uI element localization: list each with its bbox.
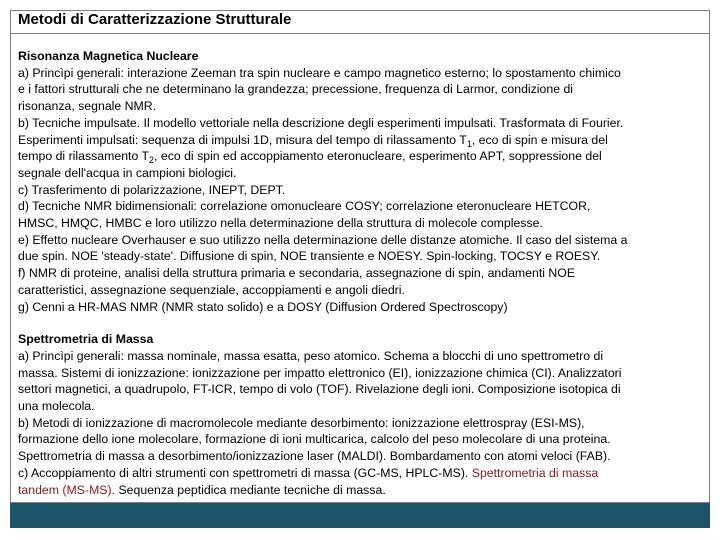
ms-c-line-2-text: Sequenza peptidica mediante tecniche di massa.	[115, 482, 386, 497]
nmr-a-line-2: e i fattori strutturali che ne determinano la grandezza; precessione, frequenza di Larmor, condizione di	[18, 82, 574, 97]
nmr-b-line-3	[18, 148, 713, 165]
slide-title: Metodi di Caratterizzazione Strutturale	[18, 11, 292, 28]
t2-subscript: 2	[149, 155, 155, 166]
ms-c-line-2	[18, 482, 713, 499]
nmr-g-line: g) Cenni a HR-MAS NMR (NMR stato solido) e a DOSY (Diffusion Ordered Spectroscopy)	[18, 299, 508, 314]
ms-a-line-2: massa. Sistemi di ionizzazione: ionizzazione per impatto elettronico (EI), ionizzazione chimica (CI). Analizzatori	[18, 365, 622, 380]
nmr-c-line: c) Trasferimento di polarizzazione, INEPT, DEPT.	[18, 182, 286, 197]
nmr-b-line-3-post: , eco di spin ed accoppiamento eteronucleare, esperimento APT, soppressione del	[154, 149, 602, 164]
nmr-e-line-1: e) Effetto nucleare Overhauser e suo utilizzo nella determinazione delle distanze atomiche. Il caso del sistema a	[18, 232, 628, 247]
nmr-d-line-1: d) Tecniche NMR bidimensionali: correlazione omonucleare COSY; correlazione eteronucleare HETCOR,	[18, 199, 591, 214]
ms-c-highlight-1: Spettrometria di massa	[468, 465, 599, 480]
nmr-b-line-1: b) Tecniche impulsate. Il modello vettoriale nella descrizione degli esperimenti impulsati. Trasformata di Fourier.	[18, 115, 624, 130]
nmr-d-line-2: HMSC, HMQC, HMBC e loro utilizzo nella determinazione della struttura di molecole complesse.	[18, 216, 543, 231]
section-gap	[18, 315, 713, 331]
nmr-heading: Risonanza Magnetica Nucleare	[18, 49, 199, 63]
slide-content	[18, 48, 713, 498]
ms-b-line-3: Spettrometria di massa a desorbimento/ionizzazione laser (MALDI). Bombardamento con atomi veloci (FAB).	[18, 449, 611, 464]
ms-a-line-4: una molecola.	[18, 399, 95, 414]
nmr-b-line-4: segnale dell'acqua in campioni biologici.	[18, 165, 237, 180]
nmr-b-line-2-pre: Esperimenti impulsati: sequenza di impulsi 1D, misura del tempo di rilassamento T	[18, 132, 467, 147]
nmr-a-line-1: a) Princìpi generali: interazione Zeeman tra spin nucleare e campo magnetico esterno; lo spostamento chimico	[18, 65, 621, 80]
ms-a-line-1: a) Princìpi generali: massa nominale, massa esatta, peso atomico. Schema a blocchi di uno spettrometro di	[18, 348, 604, 363]
nmr-b-line-3-pre: tempo di rilassamento T	[18, 149, 149, 164]
title-divider	[10, 33, 710, 34]
nmr-b-line-2	[18, 132, 713, 149]
ms-b-line-2: formazione dello ione molecolare, formazione di ioni multicarica, calcolo del peso molecolare di una proteina.	[18, 432, 611, 447]
footer-bar	[10, 503, 710, 528]
nmr-b-line-2-post: , eco di spin e misura del	[471, 132, 608, 147]
ms-a-line-3: settori magnetici, a quadrupolo, FT-ICR, tempo di volo (TOF). Rivelazione degli ioni. Composizione isotopica di	[18, 382, 621, 397]
ms-heading: Spettrometria di Massa	[18, 332, 154, 347]
ms-c-highlight-2: tandem (MS-MS).	[18, 482, 116, 497]
ms-c-line-1-text: c) Accoppiamento di altri strumenti con spettrometri di massa (GC-MS, HPLC-MS).	[18, 465, 469, 480]
t1-subscript: 1	[466, 138, 472, 149]
nmr-a-line-3: risonanza, segnale NMR.	[18, 99, 157, 114]
nmr-e-line-2: due spin. NOE 'steady-state'. Diffusione di spin, NOE transiente e NOESY. Spin-locking, TOCSY e ROESY.	[18, 249, 601, 264]
ms-c-line-1	[18, 465, 713, 482]
nmr-f-line-1: f) NMR di proteine, analisi della struttura primaria e secondaria, assegnazione di spin, andamenti NOE	[18, 266, 576, 281]
nmr-f-line-2: caratteristici, assegnazione sequenziale, accoppiamenti e angoli diedri.	[18, 282, 405, 297]
ms-b-line-1: b) Metodi di ionizzazione di macromolecole mediante desorbimento: ionizzazione elettrospray (ESI-MS),	[18, 415, 585, 430]
